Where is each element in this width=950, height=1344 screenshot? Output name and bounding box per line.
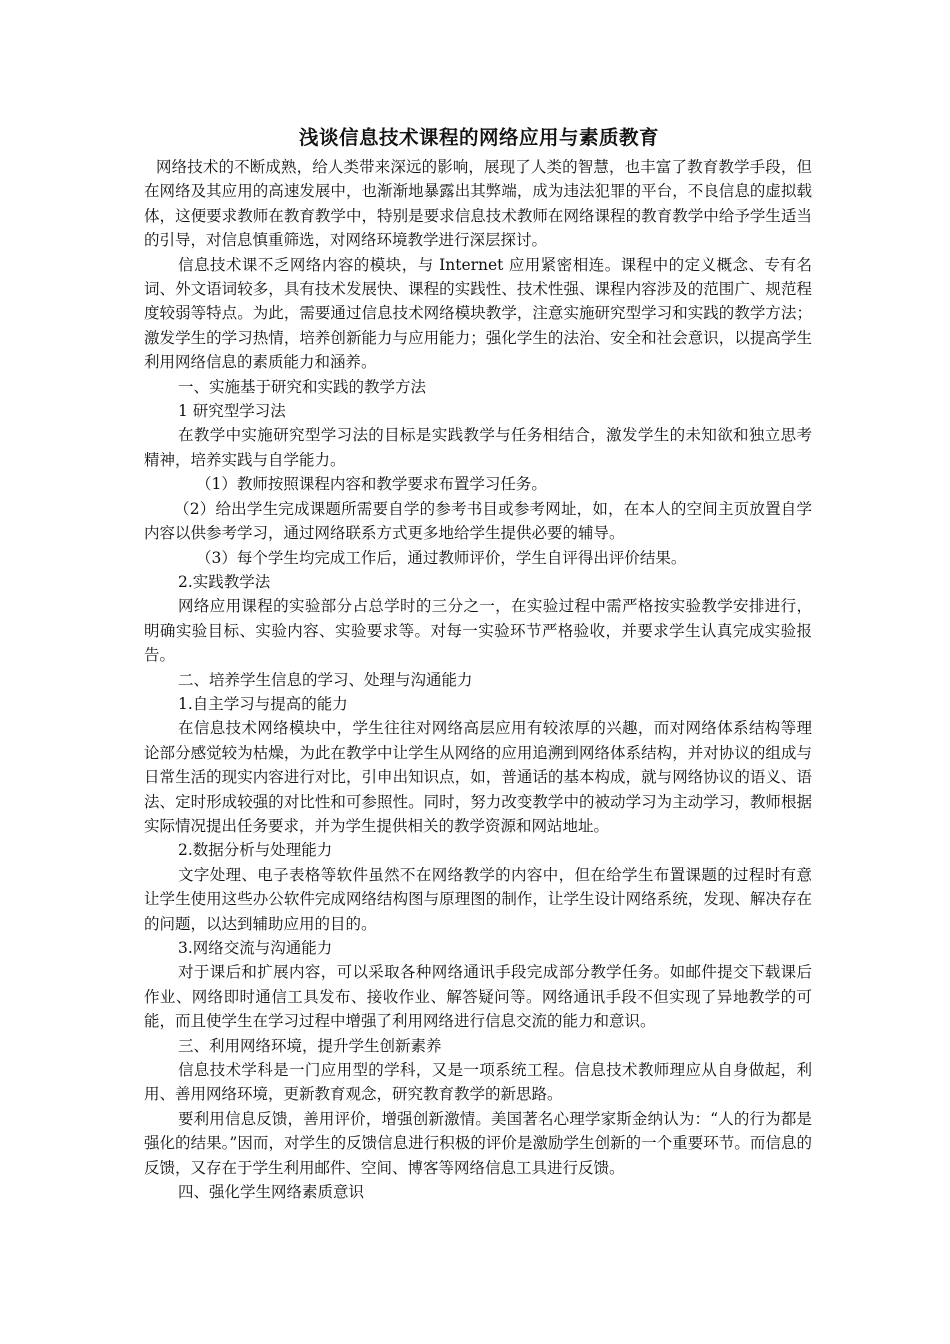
list-item: （1）教师按照课程内容和教学要求布置学习任务。 [196, 475, 547, 494]
paragraph: 在教学中实施研究型学习法的目标是实践教学与任务相结合，激发学生的未知欲和独立思考精神，培养实践与自学能力。 [144, 426, 812, 469]
subsection-heading: 2.数据分析与处理能力 [178, 841, 333, 860]
paragraph: 对于课后和扩展内容，可以采取各种网络通讯手段完成部分教学任务。如邮件提交下载课后作业、网络即时通信工具发布、接收作业、解答疑问等。网络通讯手段不但实现了异地教学的可能，而且使学生在学习过程中增强了利用网络进行信息交流的能力和意识。 [144, 963, 812, 1031]
paragraph: 文字处理、电子表格等软件虽然不在网络教学的内容中，但在给学生布置课题的过程时有意让学生使用这些办公软件完成网络结构图与原理图的制作，让学生设计网络系统，发现、解决存在的问题，以达到辅助应用的目的。 [144, 865, 812, 933]
paragraph: 要利用信息反馈，善用评价，增强创新激情。美国著名心理学家斯金纳认为：“人的行为都是强化的结果。”因而，对学生的反馈信息进行积极的评价是激励学生创新的一个重要环节。而信息的反馈，又存在于学生利用邮件、空间、博客等网络信息工具进行反馈。 [144, 1109, 812, 1177]
subsection-heading: 3.网络交流与沟通能力 [178, 939, 333, 957]
paragraph: 信息技术学科是一门应用型的学科，又是一项系统工程。信息技术教师理应从自身做起，利用、善用网络环境，更新教育观念，研究教育教学的新思路。 [144, 1061, 812, 1104]
paragraph: 在信息技术网络模块中，学生往往对网络高层应用有较浓厚的兴趣，而对网络体系结构等理论部分感觉较为枯燥，为此在教学中让学生从网络的应用追溯到网络体系结构，并对协议的组成与日常生活的现实内容进行对比，引申出知识点，如，普通话的基本构成，就与网络协议的语义、语法、定时形成较强的对比性和可参照性。同时，努力改变教学中的被动学习为主动学习，教师根据实际情况提出任务要求，并为学生提供相关的教学资源和网站地址。 [144, 719, 812, 835]
subsection-heading: 1 研究型学习法 [178, 402, 286, 421]
paragraph-intro: 网络技术的不断成熟，给人类带来深远的影响，展现了人类的智慧，也丰富了教育教学手段，但在网络及其应用的高速发展中，也渐渐地暴露出其弊端，成为违法犯罪的平台，不良信息的虚拟载体，这便要求教师在教育教学中，特别是要求信息技术教师在网络课程的教育教学中给予学生适当的引导，对信息慎重筛选，对网络环境教学进行深层探讨。 [144, 158, 812, 250]
section-heading: 三、利用网络环境，提升学生创新素养 [178, 1036, 442, 1055]
subsection-heading: 2.实践教学法 [178, 572, 271, 591]
list-item: （3）每个学生均完成工作后，通过教师评价，学生自评得出评价结果。 [196, 548, 687, 567]
document-title: 浅谈信息技术课程的网络应用与素质教育 [298, 126, 659, 149]
paragraph: 信息技术课不乏网络内容的模块，与 Internet 应用紧密相连。课程中的定义概念、专有名词、外文语词较多，具有技术发展快、课程的实践性、技术性强、课程内容涉及的范围广、规范程度较弱等特点。为此，需要通过信息技术网络模块教学，注意实施研究型学习和实践的教学方法；激发学生的学习热情，培养创新能力与应用能力；强化学生的法治、安全和社会意识，以提高学生利用网络信息的素质能力和涵养。 [144, 255, 812, 372]
section-heading: 一、实施基于研究和实践的教学方法 [178, 377, 427, 396]
section-heading: 四、强化学生网络素质意识 [178, 1183, 365, 1202]
document-body [144, 155, 812, 1204]
paragraph: 网络应用课程的实验部分占总学时的三分之一，在实验过程中需严格按实验教学安排进行，明确实验目标、实验内容、实验要求等。对每一实验环节严格验收，并要求学生认真完成实验报告。 [144, 597, 812, 665]
subsection-heading: 1.自主学习与提高的能力 [178, 694, 348, 713]
section-heading: 二、培养学生信息的学习、处理与沟通能力 [178, 670, 473, 689]
list-item: （2）给出学生完成课题所需要自学的参考书目或参考网址，如，在本人的空间主页放置自学内容以供参考学习，通过网络联系方式更多地给学生提供必要的辅导。 [144, 499, 812, 543]
